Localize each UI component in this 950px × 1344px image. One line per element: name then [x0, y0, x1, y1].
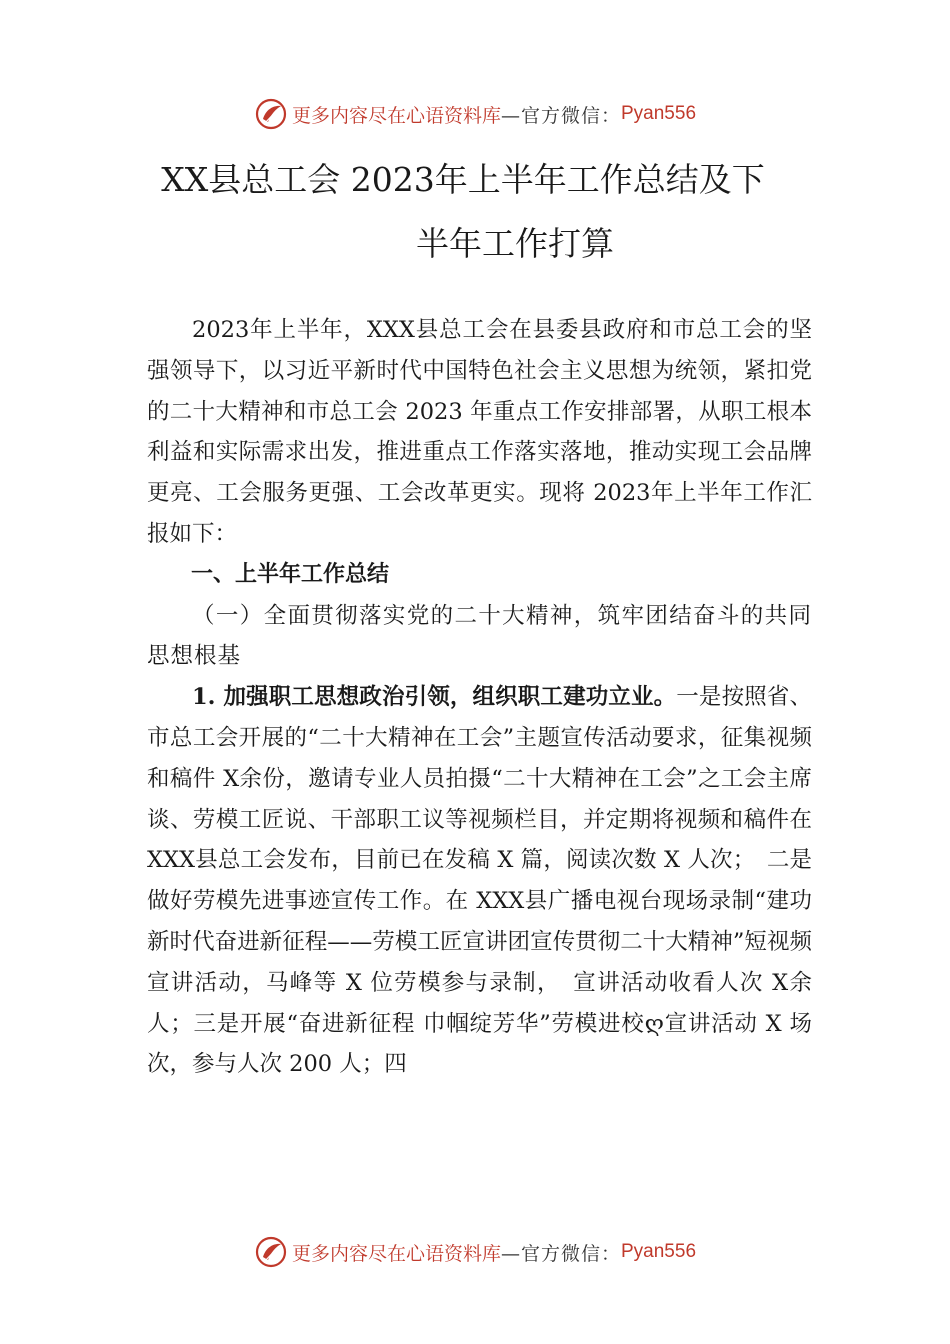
library-logo-icon — [254, 97, 288, 131]
watermark-library-text: 更多内容尽在心语资料库 — [291, 1242, 501, 1265]
section-heading-1: 一、上半年工作总结 — [191, 561, 390, 587]
item-1-lead: 1. 加强职工思想政治引领，组织职工建功立业。 — [192, 684, 677, 711]
watermark-header — [0, 97, 950, 131]
watermark-official-text: —官方微信： — [500, 104, 621, 127]
watermark-account-text: Pyan556 — [621, 103, 697, 124]
item-1-tail: 宣讲活动 X 场次，参与人次 200 人；四 — [147, 1010, 812, 1078]
watermark-account-text: Pyan556 — [621, 1241, 697, 1262]
document-title-line2: 半年工作打算 — [416, 224, 614, 263]
watermark-footer — [0, 1235, 950, 1269]
intro-paragraph: 2023年上半年，XXX县总工会在县委县政府和市总工会的坚强领导下，以习近平新时代中国特色社会主义思想为统领，紧扣党的二十大精神和市总工会 2023 年重点工作安排部署，从职工根本利益和实际需求出发，推进重点工作落实落地，推动实现工会品牌更亮、工会服务更强、工会改革更实。现将 2023年上半年工作汇报如下： — [147, 317, 812, 547]
item-1-text: 一是按照省、市总工会开展的“二十大精神在工会”主题宣传活动要求，征集视频和稿件 X余份，邀请专业人员拍摄“二十大精神在工会”之工会主席谈、劳模工匠说、干部职工议等视频栏目，并定期将视频和稿件在 XXX县总工会发布，目前已在发稿 X 篇，阅读次数 X 人次； 二是做好劳模先进事迹宣传工作。在 XXX县广播电视台现场录制“建功新时代奋进新征程——劳模工匠宣讲团宣传贯彻二十大精神”短视频宣讲活动，马峰等 X 位劳模参与录制， 宣讲活动收看人次 X余人；三是开展“奋进新征程 巾帼绽芳华”劳模进校 — [147, 684, 812, 1037]
watermark-official-text: —官方微信： — [500, 1242, 621, 1265]
document-body — [147, 310, 812, 1085]
library-logo-icon — [254, 1235, 288, 1269]
page-mark-icon: ღ — [644, 1010, 664, 1037]
subsection-heading-1: （一）全面贯彻落实党的二十大精神，筑牢团结奋斗的共同思想根基 — [147, 602, 812, 670]
watermark-library-text: 更多内容尽在心语资料库 — [291, 104, 501, 127]
document-title-line1: XX县总工会 2023年上半年工作总结及下 — [161, 160, 765, 199]
item-1-paragraph — [147, 677, 812, 1085]
